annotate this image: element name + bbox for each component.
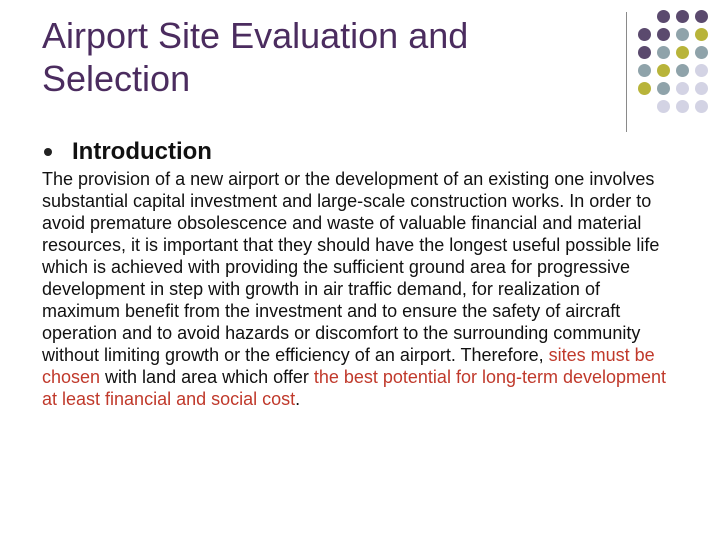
decorative-dot <box>657 82 670 95</box>
decorative-dot <box>676 46 689 59</box>
decorative-dot <box>676 64 689 77</box>
decorative-dot <box>638 64 651 77</box>
decorative-dot <box>695 82 708 95</box>
decorative-dot <box>638 28 651 41</box>
decorative-dot <box>695 10 708 23</box>
decorative-dot <box>657 100 670 113</box>
decorative-dot <box>657 64 670 77</box>
paragraph-text-2: with land area which offer <box>100 367 314 387</box>
decorative-dot <box>695 46 708 59</box>
title-line-1: Airport Site Evaluation and <box>42 15 469 56</box>
decorative-dot <box>657 28 670 41</box>
decorative-dot <box>638 82 651 95</box>
decorative-dot <box>657 10 670 23</box>
decorative-dot <box>676 28 689 41</box>
bullet-icon <box>44 148 52 156</box>
decorative-dot <box>676 10 689 23</box>
decorative-dot <box>695 28 708 41</box>
highlight-best-potential: the best potential for long-term development at least financial and social cost <box>42 367 667 409</box>
section-heading: Introduction <box>72 138 212 165</box>
decorative-dot-grid <box>638 10 718 130</box>
body-paragraph <box>42 168 670 410</box>
highlight-sites-chosen: sites must be chosen <box>42 345 655 387</box>
decorative-dot <box>676 100 689 113</box>
decorative-dot <box>695 100 708 113</box>
paragraph-text-1: The provision of a new airport or the development of an existing one involves substantial capital investment and large-scale construction works. In order to avoid premature obsolescence and waste of valuable financial and material resources, it is important that they should have the longest useful possible life which is achieved with providing the sufficient ground area for progressive development in step with growth in air traffic demand, for realization of maximum benefit from the investment and to ensure the safety of aircraft operation and to avoid hazards or discomfort to the surrounding community without limiting growth or the efficiency of an airport. Therefore, <box>42 169 660 365</box>
bullet-item <box>44 138 212 166</box>
title-line-2: Selection <box>42 58 191 99</box>
slide-title <box>42 14 602 100</box>
paragraph-text-3: . <box>295 389 301 409</box>
decorative-dot <box>657 46 670 59</box>
decorative-dot <box>676 82 689 95</box>
decorative-dot <box>695 64 708 77</box>
decorative-divider <box>626 12 627 132</box>
decorative-dot <box>638 46 651 59</box>
